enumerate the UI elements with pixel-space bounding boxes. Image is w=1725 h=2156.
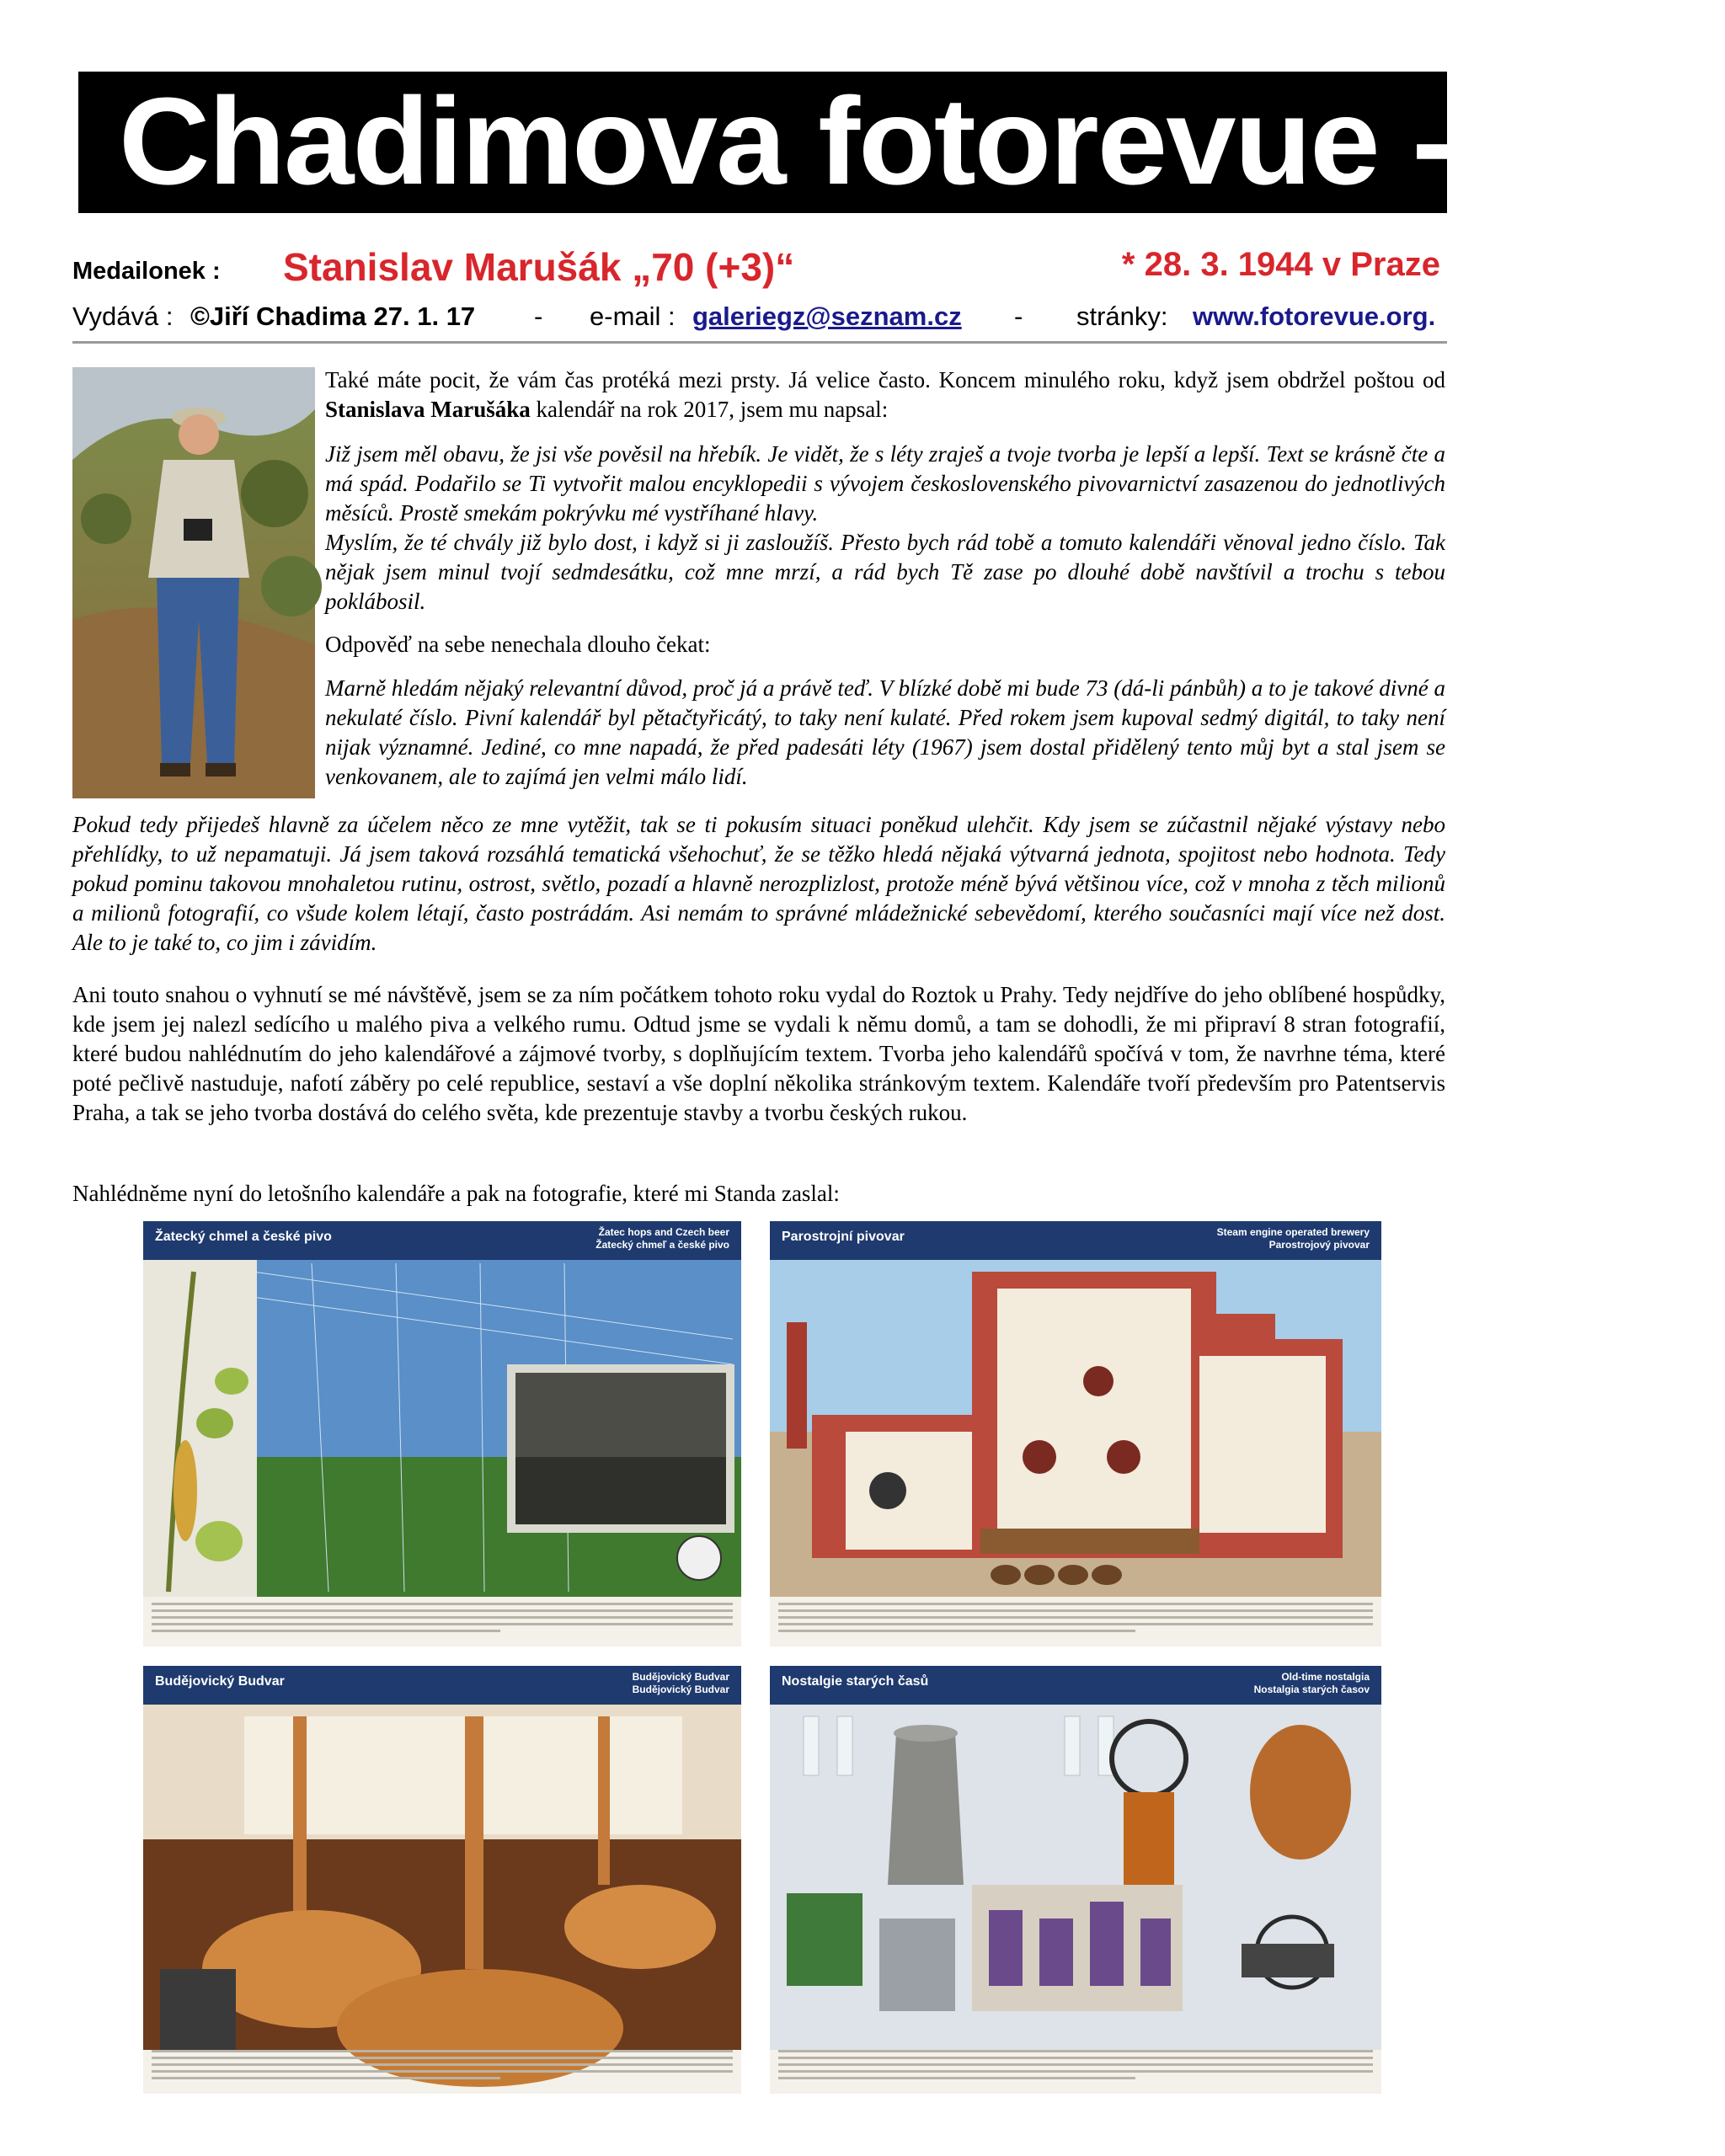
email-link[interactable]: galeriegz@seznam.cz	[692, 302, 962, 331]
calendar-page-title: Žatecký chmel a české pivo	[155, 1230, 332, 1244]
intro-text-b: kalendář na rok 2017, jsem mu napsal:	[530, 397, 889, 422]
web-label: stránky:	[1076, 302, 1168, 331]
web-link[interactable]: www.fotorevue.org.	[1193, 302, 1436, 331]
calendar-page-subtitle: Budějovický Budvar Budějovický Budvar	[632, 1671, 729, 1695]
calendar-page-title: Parostrojní pivovar	[782, 1230, 905, 1244]
hops-field-image	[143, 1221, 741, 1646]
brewhouse-image	[143, 1666, 741, 2094]
intro-name: Stanislava Marušáka	[325, 397, 531, 422]
header-rule	[72, 341, 1447, 344]
medallion-header	[72, 243, 1445, 293]
calendar-page-subtitle: Steam engine operated brewery Parostrojový pivovar	[1216, 1226, 1370, 1251]
reply-intro: Odpověď na sebe nenechala dlouho čekat:	[325, 632, 711, 657]
calendar-page-header	[143, 1666, 741, 1705]
calendar-page-nostalgia	[770, 1666, 1381, 2094]
calendar-page-caption	[152, 1603, 733, 1640]
brewery-diagram-image	[770, 1221, 1381, 1646]
calendar-page-caption	[778, 1603, 1373, 1640]
reply-quote-2: Pokud tedy přijedeš hlavně za účelem něco ze mne vytěžit, tak se ti pokusím situaci poněkud ulehčit. Kdy jsem se zúčastnil nějaké výstavy nebo přehlídky, to už nepamatuji. Já jsem taková rozsáhlá tematická všehochuť, že se těžko hledá nějaká výtvarná jednota, spojitost nebo hodnota. Tedy pokud pominu takovou mnohaletou rutinu, ostrost, světlo, pozadí a hlavně nerozplizlost, protože méně bývá většinou více, což v mnoha z těch milionů a milionů fotografií, co všude kolem létají, často postrádám. Asi nemám to správné mládežnické sebevědomí, kterého současníci mají více než dost. Ale to je také to, co jim i závidím.	[72, 812, 1445, 955]
publisher: ©Jiří Chadima 27. 1. 17	[190, 302, 476, 331]
calendar-page-brewery	[770, 1221, 1381, 1646]
publisher-line	[72, 302, 1445, 339]
calendar-page-subtitle: Žatec hops and Czech beer Žatecký chmeľ a české pivo	[595, 1226, 729, 1251]
email-label: e-mail :	[590, 302, 676, 331]
calendar-page-header	[770, 1666, 1381, 1705]
birth-info: * 28. 3. 1944 v Praze	[1121, 246, 1440, 283]
separator: -	[534, 302, 543, 331]
reply-quote-1: Marně hledám nějaký relevantní důvod, proč já a právě teď. V blízké době mi bude 73 (dá-li pánbůh) a to je takové divné a nekulaté číslo. Pivní kalendář byl pětačtyřicátý, to taky není kulaté. Před rokem jsem kupoval sedmý digitál, to taky není nijak významné. Jediné, co mne napadá, že před padesáti léty (1967) jsem dostal přidělený tento můj byt a stal jsem se venkovanem, ale to zajímá jen velmi málo lidí.	[325, 675, 1445, 789]
medallion-label: Medailonek :	[72, 258, 221, 285]
calendar-page-title: Nostalgie starých časů	[782, 1674, 929, 1689]
subject-name: Stanislav Marušák „70 (+3)“	[283, 245, 795, 289]
letter-quote-p2: Myslím, že té chvály již bylo dost, i když si ji zasloužíš. Přesto bych rád tobě a tomuto kalendáři věnoval jedno číslo. Tak nějak jsem minul tvojí sedmdesátku, což mne mrzí, a rád bych Tě zase po dlouhé době navštívil a trochu s tebou poklábosil.	[325, 530, 1445, 614]
intro-text-a: Také máte pocit, že vám čas protéká mezi prsty. Já velice často. Koncem minulého roku, když jsem obdržel poštou od	[325, 367, 1445, 392]
separator: -	[1014, 302, 1023, 331]
calendar-page-title: Budějovický Budvar	[155, 1674, 285, 1689]
letter-quote-p1: Již jsem měl obavu, že jsi vše pověsil na hřebík. Je vidět, že s léty zraješ a tvoje tvorba je lepší a lepší. Text se krásně čte a má spád. Podařilo se Ti vytvořit malou encyklopedii s vývojem československého pivovarnictví zasazenou do jednotlivých měsíců. Prostě smekám pokrývku mé vystříhané hlavy.	[325, 441, 1445, 526]
visit-paragraph: Ani touto snahou o vyhnutí se mé návštěvě, jsem se za ním počátkem tohoto roku vydal do Roztok u Prahy. Tedy nejdříve do jeho oblíbené hospůdky, kde jsem jej nalezl sedícího u malého piva a velkého rumu. Odtud jsme se vydali k němu domů, a tam se dohodli, že mi připraví 8 stran fotografií, které budou nahlédnutím do jeho kalendářové a zájmové tvorby, s doplňujícím textem. Tvorba jeho kalendářů spočívá v tom, že navrhne téma, které poté pečlivě nastuduje, nafotí záběry po celé republice, sestaví a vše doplní několika stránkovým textem. Kalendáře tvoří především pro Patentservis Praha, a tak se jeho tvorba dostává do celého světa, kde prezentuje stavby a tvorbu českých rukou.	[72, 982, 1445, 1125]
calendar-page-budvar	[143, 1666, 741, 2094]
portrait-photo	[72, 367, 315, 798]
calendar-page-subtitle: Old-time nostalgia Nostalgia starých časov	[1253, 1671, 1370, 1695]
calendar-page-caption	[152, 2050, 733, 2087]
calendar-page-header	[770, 1221, 1381, 1260]
calendar-page-hops	[143, 1221, 741, 1646]
published-label: Vydává :	[72, 302, 174, 331]
nostalgia-collage-image	[770, 1666, 1381, 2094]
intro-paragraph	[325, 366, 1445, 424]
calendar-page-header	[143, 1221, 741, 1260]
letter-quote	[325, 440, 1445, 616]
calendar-page-caption	[778, 2050, 1373, 2087]
masthead	[78, 71, 1725, 213]
calendar-intro: Nahlédněme nyní do letošního kalendáře a pak na fotografie, které mi Standa zaslal:	[72, 1181, 840, 1206]
masthead-title: Chadimova fotorevue - 338.	[119, 71, 1725, 211]
